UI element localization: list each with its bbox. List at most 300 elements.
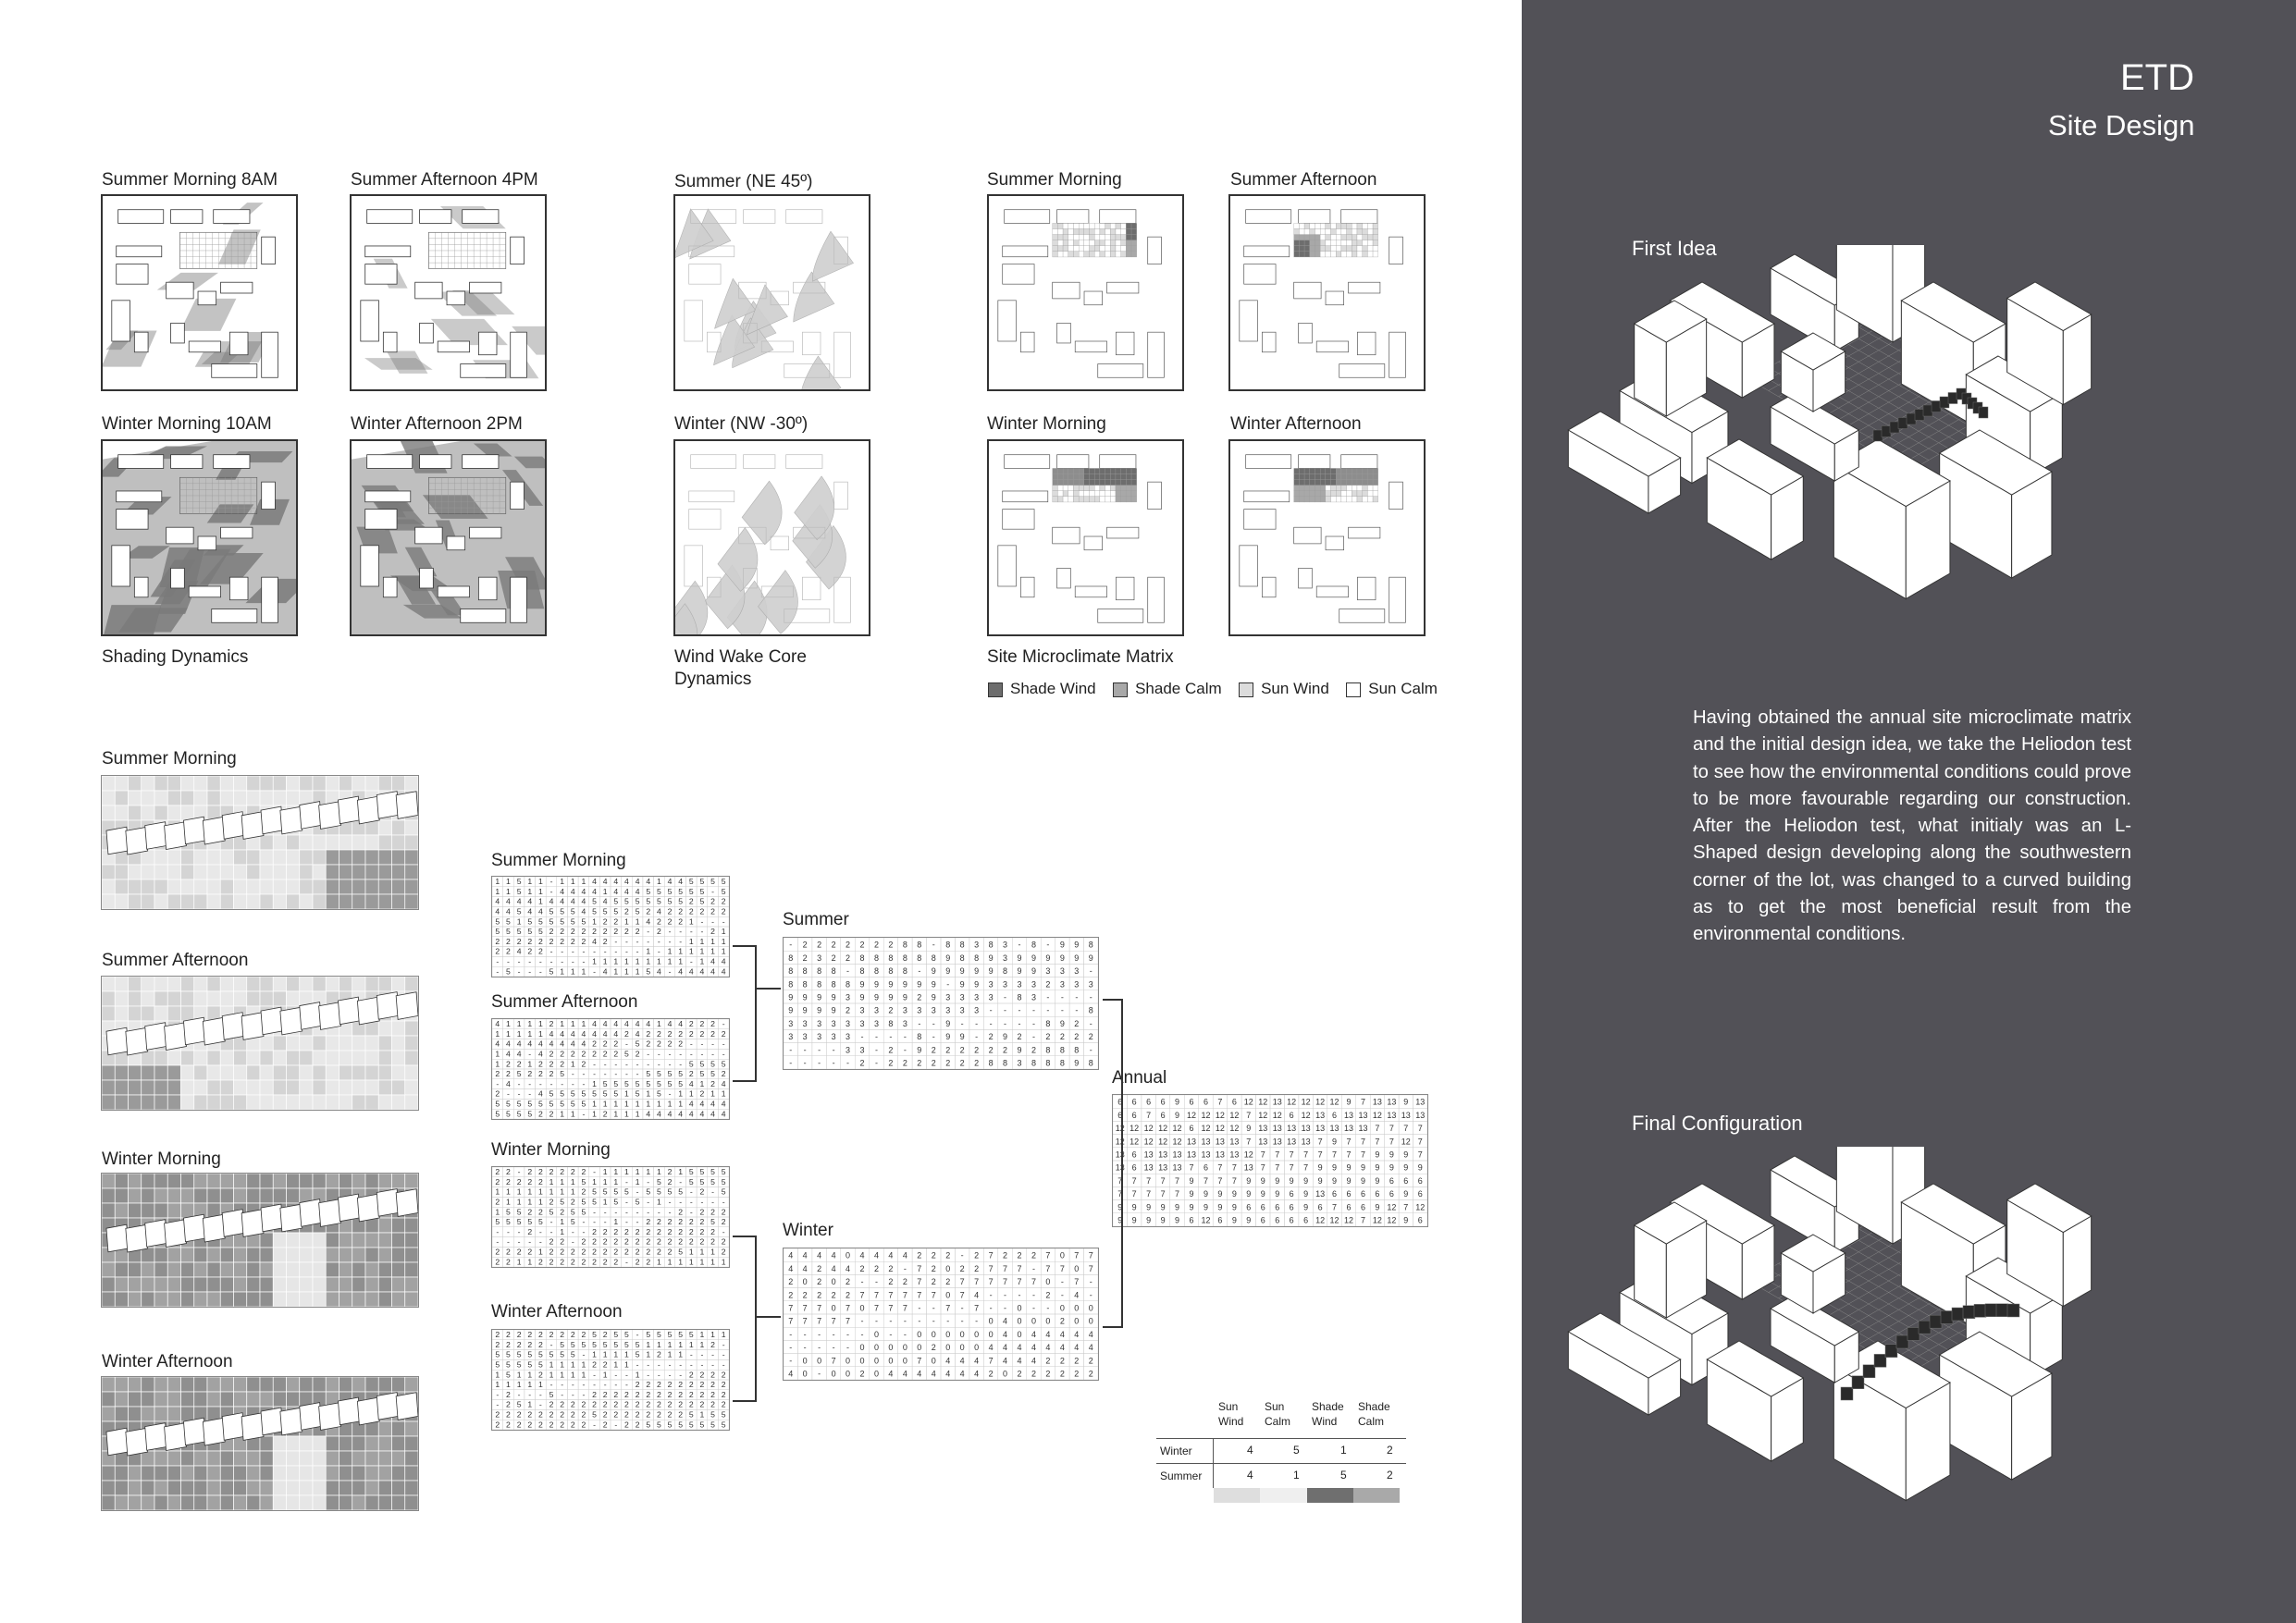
matrix-value: 4 xyxy=(602,1019,608,1029)
microclimate-cell xyxy=(1053,474,1058,480)
strip-cell xyxy=(234,1065,247,1080)
matrix-value: 7 xyxy=(831,1356,836,1366)
microclimate-cell xyxy=(1084,246,1090,252)
microclimate-cell xyxy=(1373,240,1378,246)
matrix-value: 5 xyxy=(667,1330,673,1340)
building-footprint xyxy=(689,510,721,530)
matrix-value: 3 xyxy=(802,1032,808,1042)
matrix-value: 5 xyxy=(506,966,511,977)
matrix-value: 5 xyxy=(506,1359,511,1370)
matrix-value: 2 xyxy=(917,1058,922,1068)
building-footprint xyxy=(420,568,434,588)
matrix-value: 8 xyxy=(1045,1018,1051,1028)
matrix-value: 1 xyxy=(570,1109,575,1119)
strip-cell xyxy=(115,1277,128,1292)
strip-cell xyxy=(392,1377,405,1392)
strip-cell xyxy=(247,1466,260,1481)
matrix-value: 2 xyxy=(859,940,865,950)
matrix-value: 4 xyxy=(495,1039,500,1049)
matrix-value: 6 xyxy=(1246,1202,1252,1212)
building-segment xyxy=(126,1428,148,1456)
strip-cell xyxy=(260,1392,273,1407)
strip-cell xyxy=(142,791,154,805)
matrix-value: 3 xyxy=(974,1005,980,1015)
microclimate-cell xyxy=(1084,468,1090,473)
building-segment xyxy=(126,827,148,855)
matrix-value: 2 xyxy=(678,1039,684,1049)
matrix-value: 8 xyxy=(788,953,794,963)
matrix-value: 1 xyxy=(635,1109,640,1119)
matrix-value: 8 xyxy=(902,966,907,977)
strip-cell xyxy=(167,1095,180,1110)
matrix-value: - xyxy=(689,1049,693,1059)
shading-caption: Shading Dynamics xyxy=(102,647,249,667)
building-segment xyxy=(203,1214,225,1242)
building-footprint xyxy=(1240,301,1258,341)
matrix-value: 5 xyxy=(635,896,640,906)
matrix-value: - xyxy=(874,1032,878,1042)
strip-cell xyxy=(167,1203,180,1218)
microclimate-cell xyxy=(1105,480,1111,486)
strip-cell xyxy=(181,1095,194,1110)
bracket-summer-tick xyxy=(755,988,781,990)
strip-cell xyxy=(405,1080,418,1095)
matrix-value: 4 xyxy=(710,956,715,966)
strip-cell xyxy=(142,1188,154,1203)
matrix-value: 1 xyxy=(688,1339,694,1349)
matrix-value: 2 xyxy=(549,1069,554,1079)
microclimate-cell xyxy=(1315,497,1320,502)
matrix-summer xyxy=(783,937,1099,1070)
matrix-value: 2 xyxy=(656,927,661,937)
matrix-value: 2 xyxy=(527,936,533,946)
strip-cell xyxy=(287,1392,300,1407)
strip-cell xyxy=(273,1095,286,1110)
matrix-value: - xyxy=(636,1359,639,1370)
matrix-value: 1 xyxy=(560,1359,565,1370)
matrix-value: 9 xyxy=(873,992,879,1002)
strip-cell xyxy=(300,894,313,909)
strip-cell xyxy=(129,1377,142,1392)
matrix-value: 2 xyxy=(624,1028,629,1039)
matrix-value: 5 xyxy=(699,1176,705,1187)
matrix-value: 2 xyxy=(1045,1369,1051,1379)
matrix-value: 6 xyxy=(1189,1097,1194,1107)
matrix-value: 1 xyxy=(656,956,661,966)
strip-cell xyxy=(207,894,220,909)
matrix-value: 1 xyxy=(635,1167,640,1177)
matrix-value: 6 xyxy=(1131,1110,1137,1120)
matrix-value: 4 xyxy=(635,877,640,887)
matrix-value: - xyxy=(1018,940,1021,950)
matrix-value: 5 xyxy=(656,1420,661,1430)
building-segment xyxy=(319,802,341,830)
bracket-summer xyxy=(733,945,757,1082)
matrix-value: 7 xyxy=(1017,1277,1022,1287)
strip-cell xyxy=(300,1262,313,1277)
strip-cell xyxy=(247,1392,260,1407)
matrix-value: 5 xyxy=(537,1349,543,1359)
microclimate-cell xyxy=(1363,229,1368,235)
strip-cell xyxy=(300,850,313,865)
matrix-value: 0 xyxy=(1017,1329,1022,1339)
strip-cell xyxy=(207,1451,220,1466)
building-footprint xyxy=(1326,291,1344,305)
matrix-value: 5 xyxy=(581,1207,586,1217)
matrix-value: 5 xyxy=(667,1078,673,1088)
strip-cell xyxy=(378,1377,391,1392)
matrix-value: 2 xyxy=(495,1257,500,1267)
matrix-value: 1 xyxy=(699,956,705,966)
matrix-value: - xyxy=(1089,1277,1092,1287)
building-segment xyxy=(145,1220,167,1248)
building-segment xyxy=(183,1418,205,1445)
matrix-value: 2 xyxy=(959,1263,965,1273)
matrix-value: 2 xyxy=(710,927,715,937)
microclimate-cell xyxy=(1326,468,1331,473)
strip-cell xyxy=(194,791,207,805)
microclimate-cell xyxy=(1090,486,1095,491)
matrix-value: 5 xyxy=(710,1420,715,1430)
matrix-value: 2 xyxy=(602,1236,608,1247)
matrix-value: 12 xyxy=(1258,1110,1268,1120)
matrix-value: - xyxy=(549,1217,553,1227)
strip-cell xyxy=(220,879,233,894)
strip-cell xyxy=(129,1392,142,1407)
strip-cell xyxy=(392,776,405,791)
strip-cell xyxy=(352,1248,365,1262)
matrix-value: 0 xyxy=(1045,1316,1051,1326)
matrix-value: - xyxy=(625,1039,628,1049)
microclimate-cell xyxy=(1110,223,1116,228)
matrix-value: - xyxy=(1031,1005,1035,1015)
microclimate-cell xyxy=(1110,474,1116,480)
matrix-value: 2 xyxy=(817,940,822,950)
strip-cell xyxy=(181,1451,194,1466)
strip-cell xyxy=(287,1277,300,1292)
building-footprint xyxy=(1299,455,1330,469)
matrix-value: 5 xyxy=(516,1207,522,1217)
matrix-value: 2 xyxy=(846,953,851,963)
matrix-value: 2 xyxy=(817,1290,822,1300)
matrix-value: - xyxy=(517,1078,521,1088)
matrix-value: 1 xyxy=(688,1247,694,1257)
strip-cell xyxy=(181,977,194,991)
matrix-value: 2 xyxy=(1031,1045,1036,1055)
matrix-value: 0 xyxy=(888,1343,894,1353)
matrix-value: 6 xyxy=(1289,1215,1294,1225)
matrix-value: 2 xyxy=(581,1399,586,1409)
strip-cell xyxy=(167,1065,180,1080)
matrix-value: 1 xyxy=(581,1370,586,1380)
micro-label-1: Summer Afternoon xyxy=(1230,170,1377,190)
matrix-value: 1 xyxy=(613,1099,619,1109)
matrix-value: 2 xyxy=(688,1236,694,1247)
matrix-value: - xyxy=(722,1197,725,1207)
matrix-value: 5 xyxy=(710,1217,715,1227)
strip-cell xyxy=(287,1080,300,1095)
strip-cell xyxy=(405,1262,418,1277)
matrix-value: 7 xyxy=(1275,1162,1280,1173)
matrix-value: 6 xyxy=(1417,1215,1423,1225)
legend-swatch-shade-calm xyxy=(1113,682,1128,697)
matrix-value: 7 xyxy=(902,1303,907,1313)
microclimate-cell xyxy=(1373,486,1378,491)
microclimate-cell xyxy=(1068,474,1074,480)
matrix-value: - xyxy=(538,1399,542,1409)
microclimate-cell xyxy=(1336,491,1341,497)
matrix-value: 0 xyxy=(873,1369,879,1379)
matrix-value: 7 xyxy=(1403,1202,1409,1212)
bracket-annual xyxy=(1103,999,1123,1328)
matrix-value: 2 xyxy=(721,896,726,906)
strip-cell xyxy=(234,1095,247,1110)
strip-cell xyxy=(405,835,418,850)
building-segment xyxy=(222,1210,244,1237)
strip-cell xyxy=(378,894,391,909)
matrix-value: - xyxy=(889,1329,893,1339)
matrix-value: 2 xyxy=(560,1409,565,1420)
microclimate-cell xyxy=(1341,486,1347,491)
microclimate-cell xyxy=(1121,491,1127,497)
microclimate-cell xyxy=(1079,480,1084,486)
matrix-value: 2 xyxy=(537,1257,543,1267)
matrix-value: 3 xyxy=(917,1005,922,1015)
matrix-value: 1 xyxy=(495,1049,500,1059)
matrix-value: 6 xyxy=(1117,1097,1123,1107)
matrix-value: 9 xyxy=(1175,1202,1180,1212)
matrix-value: 12 xyxy=(1229,1110,1240,1120)
matrix-value: 1 xyxy=(646,1099,651,1109)
matrix-value: 8 xyxy=(917,940,922,950)
matrix-value: 4 xyxy=(516,1049,522,1059)
strip-cell xyxy=(207,1095,220,1110)
strip-cell xyxy=(339,1451,352,1466)
strip-cell xyxy=(378,879,391,894)
strip-cell xyxy=(247,1095,260,1110)
strip-cell xyxy=(365,1495,378,1510)
strip-cell xyxy=(339,1036,352,1051)
matrix-value: - xyxy=(689,1349,693,1359)
matrix-value: 2 xyxy=(1074,1369,1080,1379)
matrix-value: - xyxy=(657,1207,660,1217)
matrix-value: 6 xyxy=(1131,1162,1137,1173)
strip-cell xyxy=(181,1006,194,1021)
matrix-value: - xyxy=(860,1329,864,1339)
microclimate-cell xyxy=(1068,235,1074,240)
matrix-value: 4 xyxy=(506,906,511,916)
building-footprint xyxy=(214,210,250,224)
matrix-value: 4 xyxy=(788,1250,794,1260)
matrix-value: 4 xyxy=(945,1369,951,1379)
strip-cell xyxy=(339,879,352,894)
microclimate-cell xyxy=(1121,252,1127,257)
matrix-value: - xyxy=(960,1316,964,1326)
matrix-value: 2 xyxy=(506,1420,511,1430)
matrix-value: 2 xyxy=(974,1250,980,1260)
microclimate-cell xyxy=(1131,474,1137,480)
strip-cell xyxy=(247,977,260,991)
strip-cell xyxy=(181,1377,194,1392)
matrix-value: 5 xyxy=(506,927,511,937)
microclimate-cell xyxy=(1053,468,1058,473)
strip-cell xyxy=(392,1481,405,1495)
matrix-value: - xyxy=(1046,992,1050,1002)
matrix-value: 2 xyxy=(721,1207,726,1217)
matrix-value: 2 xyxy=(602,1226,608,1236)
matrix-value: 4 xyxy=(721,1078,726,1088)
matrix-value: 2 xyxy=(667,916,673,927)
building-footprint xyxy=(1299,323,1313,343)
matrix-value: 12 xyxy=(1387,1215,1397,1225)
matrix-value: 6 xyxy=(1389,1175,1394,1186)
matrix-value: 4 xyxy=(721,1109,726,1119)
matrix-value: 2 xyxy=(581,1167,586,1177)
microclimate-cell xyxy=(1373,246,1378,252)
matrix-value: 9 xyxy=(974,979,980,990)
strip-cell xyxy=(207,1377,220,1392)
strip-cell xyxy=(129,1495,142,1510)
first-idea-label: First Idea xyxy=(1632,237,1717,260)
microclimate-cell xyxy=(1073,246,1079,252)
microclimate-cell xyxy=(1094,491,1100,497)
strip-cell xyxy=(102,1188,115,1203)
matrix-value: 13 xyxy=(1272,1137,1282,1147)
strip-cell xyxy=(313,1095,326,1110)
matrix-value: 0 xyxy=(988,1329,994,1339)
matrix-value: - xyxy=(789,1058,793,1068)
matrix-value: 7 xyxy=(959,1277,965,1287)
strip-cell xyxy=(129,1065,142,1080)
strip-cell xyxy=(102,791,115,805)
microclimate-cell xyxy=(1084,474,1090,480)
microclimate-cell xyxy=(1131,491,1137,497)
matrix-value: 2 xyxy=(527,1339,533,1349)
matrix-value: - xyxy=(722,916,725,927)
matrix-value: 6 xyxy=(1160,1097,1166,1107)
matrix-value: 9 xyxy=(1332,1162,1338,1173)
building-footprint xyxy=(117,246,162,257)
matrix-value: 1 xyxy=(537,1380,543,1390)
matrix-value: 3 xyxy=(988,979,994,990)
matrix-value: 3 xyxy=(831,1018,836,1028)
building-segment xyxy=(376,1189,399,1217)
matrix-value: - xyxy=(846,966,850,977)
microclimate-cell xyxy=(1310,252,1315,257)
strip-cell xyxy=(234,865,247,879)
strip-cell xyxy=(167,1451,180,1466)
strip-cell xyxy=(154,1377,167,1392)
matrix-value: - xyxy=(528,1088,532,1099)
matrix-value: - xyxy=(1004,1018,1007,1028)
strip-cell xyxy=(142,1006,154,1021)
strip-cell xyxy=(300,1436,313,1451)
matrix-value: 4 xyxy=(902,1250,907,1260)
matrix-value: 1 xyxy=(516,1197,522,1207)
building-segment xyxy=(126,1224,148,1252)
matrix-value: 7 xyxy=(1231,1175,1237,1186)
microclimate-cell xyxy=(1336,252,1341,257)
microclimate-cell xyxy=(1105,486,1111,491)
matrix-value: 9 xyxy=(1317,1175,1323,1186)
strip-cell xyxy=(154,1392,167,1407)
matrix-value: - xyxy=(582,1217,586,1227)
matrix-value: 5 xyxy=(495,1099,500,1109)
building-segment xyxy=(319,1199,341,1227)
summary-header-row xyxy=(1156,1399,1406,1432)
strip-cell xyxy=(405,776,418,791)
matrix-value: 13 xyxy=(1186,1137,1197,1147)
strip-cell xyxy=(181,879,194,894)
matrix-value: 2 xyxy=(602,1109,608,1119)
microclimate-cell xyxy=(1094,480,1100,486)
microclimate-cell xyxy=(1105,246,1111,252)
matrix-value: 2 xyxy=(635,1257,640,1267)
strip-cell xyxy=(326,1174,339,1188)
microclimate-cell xyxy=(1110,480,1116,486)
microclimate-cell xyxy=(1347,246,1352,252)
matrix-value: 4 xyxy=(527,896,533,906)
strip-cell xyxy=(326,1277,339,1292)
matrix-value: 1 xyxy=(527,1399,533,1409)
microclimate-cell xyxy=(1373,497,1378,502)
matrix-value: - xyxy=(860,1316,864,1326)
matrix-value: 5 xyxy=(602,1078,608,1088)
matrix-value: 1 xyxy=(667,1339,673,1349)
matrix-value: - xyxy=(603,1207,607,1217)
matrix-value: 4 xyxy=(592,936,597,946)
matrix-value: 9 xyxy=(817,992,822,1002)
matrix-value: - xyxy=(603,1069,607,1079)
matrix-value: 3 xyxy=(846,1018,851,1028)
matrix-value: 8 xyxy=(917,1032,922,1042)
matrix-value: 9 xyxy=(1403,1162,1409,1173)
microclimate-cell xyxy=(1320,497,1326,502)
strip-cell xyxy=(260,1451,273,1466)
strip-cell xyxy=(181,1262,194,1277)
matrix-value: 2 xyxy=(537,1330,543,1340)
microclimate-cell xyxy=(1336,240,1341,246)
matrix-value: 8 xyxy=(1074,1045,1080,1055)
microclimate-cell xyxy=(1304,491,1310,497)
matrix-value: 1 xyxy=(527,1059,533,1069)
building-segment xyxy=(145,822,167,850)
strip-cell xyxy=(339,1262,352,1277)
microclimate-cell xyxy=(1352,468,1357,473)
microclimate-cell xyxy=(1347,235,1352,240)
matrix-value: 2 xyxy=(560,1257,565,1267)
matrix-value: 2 xyxy=(602,1049,608,1059)
matrix-value: 2 xyxy=(602,1359,608,1370)
matrix-value: 4 xyxy=(549,896,554,906)
strip-cell xyxy=(378,1248,391,1262)
building-segment xyxy=(165,1423,187,1451)
microclimate-cell xyxy=(1363,252,1368,257)
microclimate-cell xyxy=(1352,252,1357,257)
microclimate-cell xyxy=(1094,240,1100,246)
matrix-value: 9 xyxy=(1059,940,1065,950)
matrix-value: 2 xyxy=(831,940,836,950)
strip-cell xyxy=(115,1065,128,1080)
strip-cell xyxy=(365,1262,378,1277)
strip-cell xyxy=(247,1277,260,1292)
matrix-value: 7 xyxy=(1317,1150,1323,1160)
matrix-value: 7 xyxy=(1175,1175,1180,1186)
matrix-value: 1 xyxy=(678,946,684,956)
microclimate-cell xyxy=(1294,223,1300,228)
summary-row-summer: Summer 4 1 5 2 xyxy=(1156,1463,1406,1488)
strip-cell xyxy=(260,991,273,1006)
